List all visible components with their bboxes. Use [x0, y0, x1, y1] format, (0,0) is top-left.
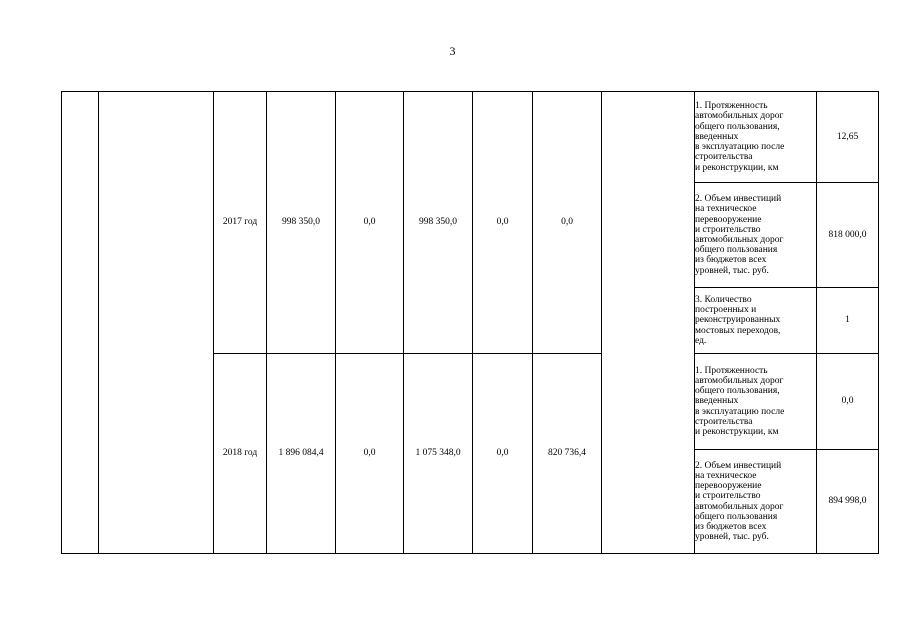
indicator-line: уровней, тыс. руб.: [695, 532, 769, 543]
total-funding-cell: 998 350,0: [267, 92, 336, 354]
indicator-line: автомобильных дорог: [695, 375, 784, 386]
indicator-line: 3. Количество: [695, 294, 752, 305]
indicator-line: 2. Объем инвестиций: [695, 460, 782, 471]
indicator-line: мостовых переходов,: [695, 325, 781, 336]
other-sources-cell: 0,0: [533, 92, 602, 354]
indicator-line: и строительство: [695, 491, 761, 502]
indicator-line: в эксплуатацию после: [695, 142, 785, 153]
indicator-line: введенных: [695, 396, 739, 407]
number-cell: [62, 92, 99, 554]
other-sources-cell: 820 736,4: [533, 354, 602, 554]
indicator-line: из бюджетов всех: [695, 521, 767, 532]
total-funding-cell: 1 896 084,4: [267, 354, 336, 554]
indicator-name-cell: [695, 354, 817, 450]
regional-budget-cell: 1 075 348,0: [404, 354, 473, 554]
program-funding-table: [61, 91, 879, 554]
indicator-value-cell: 894 998,0: [817, 450, 879, 554]
indicator-line: ед.: [695, 335, 707, 346]
federal-budget-cell: 0,0: [336, 92, 404, 354]
indicator-line: перевооружение: [695, 214, 762, 225]
indicator-line: на техническое: [695, 204, 757, 215]
indicator-line: общего пользования,: [695, 386, 780, 397]
indicator-line: из бюджетов всех: [695, 255, 767, 266]
federal-budget-cell: 0,0: [336, 354, 404, 554]
indicator-value-cell: 0,0: [817, 354, 879, 450]
indicator-name-cell: [695, 450, 817, 554]
indicator-name-cell: [695, 92, 817, 183]
executor-cell: [602, 92, 695, 554]
indicator-line: построенных и: [695, 305, 757, 316]
indicator-line: автомобильных дорог: [695, 501, 784, 512]
indicator-line: общего пользования,: [695, 121, 780, 132]
year-cell: 2018 год: [214, 354, 267, 554]
event-name-cell: [99, 92, 214, 554]
local-budget-cell: 0,0: [473, 354, 533, 554]
indicator-value-cell: 12,65: [817, 92, 879, 183]
indicator-line: 1. Протяженность: [695, 101, 768, 112]
indicator-line: уровней, тыс. руб.: [695, 265, 769, 276]
indicator-line: перевооружение: [695, 481, 762, 492]
indicator-line: общего пользования: [695, 245, 778, 256]
indicator-name-cell: [695, 288, 817, 354]
indicator-line: строительства: [695, 152, 753, 163]
indicator-line: и строительство: [695, 224, 761, 235]
indicator-value-cell: 818 000,0: [817, 183, 879, 288]
local-budget-cell: 0,0: [473, 92, 533, 354]
indicator-line: и реконструкции, км: [695, 427, 779, 437]
indicator-line: 2. Объем инвестиций: [695, 194, 782, 205]
indicator-line: автомобильных дорог: [695, 111, 784, 122]
indicator-line: в эксплуатацию после: [695, 406, 785, 417]
indicator-line: на техническое: [695, 470, 757, 481]
indicator-line: и реконструкции, км: [695, 162, 779, 173]
indicator-line: реконструированных: [695, 315, 781, 326]
indicator-line: автомобильных дорог: [695, 235, 784, 245]
page-number: 3: [449, 44, 456, 58]
year-cell: 2017 год: [214, 92, 267, 354]
regional-budget-cell: 998 350,0: [404, 92, 473, 354]
indicator-line: введенных: [695, 131, 739, 142]
indicator-value-cell: 1: [817, 288, 879, 354]
table-row: [62, 92, 879, 183]
indicator-line: строительства: [695, 416, 753, 427]
indicator-name-cell: [695, 183, 817, 288]
indicator-line: общего пользования: [695, 511, 778, 522]
indicator-line: 1. Протяженность: [695, 365, 768, 376]
